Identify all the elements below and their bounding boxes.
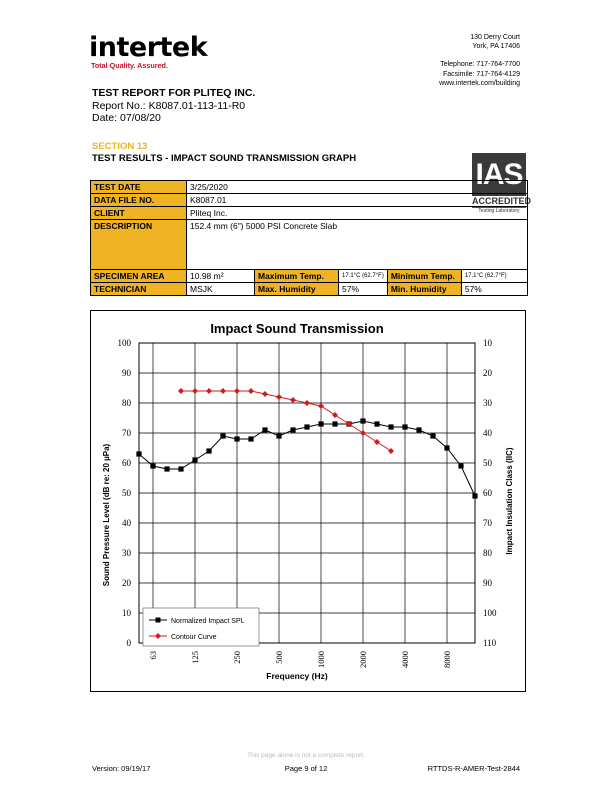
y-tick-label: 70	[122, 428, 131, 438]
data-point-spl	[458, 463, 463, 468]
x-tick-label: 4000	[400, 651, 410, 668]
y2-tick-label: 20	[483, 368, 492, 378]
series-line-0	[139, 421, 475, 496]
footer-page-number: Page 9 of 12	[284, 764, 328, 773]
y-tick-label: 0	[126, 638, 131, 648]
y-tick-label: 40	[122, 518, 131, 528]
specimen-area-value: 10.98 m²	[187, 270, 255, 283]
client-label: CLIENT	[91, 207, 187, 220]
y2-tick-label: 50	[483, 458, 492, 468]
x-tick-label: 1000	[316, 651, 326, 668]
data-point-contour	[276, 394, 282, 400]
data-point-spl	[206, 448, 211, 453]
report-header	[92, 87, 255, 125]
report-date: Date: 07/08/20	[92, 112, 161, 124]
x-tick-label: 500	[274, 651, 284, 664]
data-point-spl	[388, 424, 393, 429]
x-tick-label: 250	[232, 651, 242, 664]
y2-tick-label: 40	[483, 428, 492, 438]
y-tick-label: 10	[122, 608, 131, 618]
test-date-value: 3/25/2020	[187, 181, 528, 194]
y2-axis-label: Impact Insulation Class (IIC)	[505, 447, 514, 555]
max-temp-label: Maximum Temp.	[255, 270, 339, 283]
max-humidity-value: 57%	[339, 283, 388, 296]
y-axis-label: Sound Pressure Level (dB re: 20 µPa)	[102, 443, 111, 587]
specimen-area-label: SPECIMEN AREA	[91, 270, 187, 283]
y-tick-label: 20	[122, 578, 131, 588]
data-point-contour	[374, 439, 380, 445]
chart-legend	[143, 608, 259, 646]
y-tick-label: 60	[122, 458, 131, 468]
data-point-spl	[136, 451, 141, 456]
data-point-contour	[318, 403, 324, 409]
data-point-contour	[304, 400, 310, 406]
data-point-contour	[206, 388, 212, 394]
data-point-spl	[402, 424, 407, 429]
data-point-contour	[388, 448, 394, 454]
data-point-spl	[150, 463, 155, 468]
chart-title: Impact Sound Transmission	[210, 321, 384, 336]
data-point-contour	[192, 388, 198, 394]
facsimile: Facsimile: 717-764-4129	[442, 70, 520, 78]
telephone: Telephone: 717-764-7700	[440, 61, 520, 69]
data-point-spl	[262, 427, 267, 432]
data-point-spl	[332, 421, 337, 426]
technician-value: MSJK	[187, 283, 255, 296]
y2-tick-label: 100	[483, 608, 497, 618]
y2-tick-label: 110	[483, 638, 497, 648]
data-point-spl	[430, 433, 435, 438]
report-number: Report No.: K8087.01-113-11-R0	[92, 99, 246, 112]
table-row	[91, 270, 528, 283]
section-heading	[92, 141, 356, 165]
data-point-spl	[472, 493, 477, 498]
data-file-value: K8087.01	[187, 194, 528, 207]
y2-tick-label: 30	[483, 398, 492, 408]
ias-sub: Testing Laboratory	[478, 208, 520, 214]
data-point-contour	[290, 397, 296, 403]
logo-text: intertek	[89, 32, 208, 63]
data-point-contour	[332, 412, 338, 418]
data-point-spl	[304, 424, 309, 429]
company-address	[439, 33, 520, 88]
technician-label: TECHNICIAN	[91, 283, 187, 296]
report-title: TEST REPORT FOR PLITEQ INC.	[92, 87, 256, 99]
data-point-spl	[164, 466, 169, 471]
legend-label-spl: Normalized Impact SPL	[171, 618, 245, 625]
address-line1: 130 Derry Court	[470, 34, 520, 41]
ias-accredited: ACCREDITED	[472, 196, 532, 206]
data-point-spl	[374, 421, 379, 426]
data-point-spl	[248, 436, 253, 441]
x-tick-label: 125	[190, 651, 200, 664]
test-info-table	[90, 180, 532, 296]
client-value: Pliteq Inc.	[187, 207, 528, 220]
y2-tick-label: 90	[483, 578, 492, 588]
max-humidity-label: Max. Humidity	[255, 283, 339, 296]
impact-sound-chart	[90, 310, 526, 692]
legend-label-contour: Contour Curve	[171, 634, 217, 641]
chart-canvas	[91, 311, 527, 693]
table-row	[91, 207, 528, 220]
footer-version: Version: 09/19/17	[92, 764, 151, 773]
footer-note: This page alone is not a complete report.	[247, 752, 365, 759]
description-value: 152.4 mm (6") 5000 PSI Concrete Slab	[187, 220, 528, 270]
y2-tick-label: 80	[483, 548, 492, 558]
data-point-spl	[290, 427, 295, 432]
table-row	[91, 194, 528, 207]
data-point-spl	[444, 445, 449, 450]
data-point-contour	[220, 388, 226, 394]
data-point-spl	[178, 466, 183, 471]
footer-code: RTTDS-R-AMER-Test-2844	[427, 764, 520, 773]
y2-tick-label: 60	[483, 488, 492, 498]
data-point-spl	[192, 457, 197, 462]
data-point-contour	[360, 430, 366, 436]
data-file-label: DATA FILE NO.	[91, 194, 187, 207]
min-temp-label: Minimum Temp.	[387, 270, 461, 283]
data-point-contour	[178, 388, 184, 394]
data-point-contour	[248, 388, 254, 394]
data-point-spl	[416, 427, 421, 432]
data-point-contour	[262, 391, 268, 397]
min-temp-value: 17.1°C (62.7°F)	[461, 270, 527, 283]
website: www.intertek.com/building	[439, 79, 520, 87]
data-point-contour	[234, 388, 240, 394]
legend-marker-spl	[156, 618, 161, 623]
intertek-logo	[89, 34, 207, 70]
x-axis-label: Frequency (Hz)	[266, 671, 328, 681]
test-date-label: TEST DATE	[91, 181, 187, 194]
data-point-spl	[234, 436, 239, 441]
data-point-spl	[276, 433, 281, 438]
y-tick-label: 100	[117, 338, 131, 348]
y-tick-label: 30	[122, 548, 131, 558]
y-tick-label: 90	[122, 368, 131, 378]
section-title: TEST RESULTS - IMPACT SOUND TRANSMISSION GRAPH	[92, 153, 357, 164]
min-humidity-label: Min. Humidity	[387, 283, 461, 296]
y2-tick-label: 70	[483, 518, 492, 528]
series-line-1	[181, 391, 391, 451]
table-row	[91, 283, 528, 296]
max-temp-value: 17.1°C (62.7°F)	[339, 270, 388, 283]
address-line2: York, PA 17406	[472, 43, 520, 51]
data-point-spl	[360, 418, 365, 423]
y2-tick-label: 10	[483, 338, 492, 348]
table-row	[91, 181, 528, 194]
x-tick-label: 8000	[442, 651, 452, 668]
description-label: DESCRIPTION	[91, 220, 187, 270]
x-tick-label: 63	[148, 651, 158, 660]
logo-tagline: Total Quality. Assured.	[91, 61, 168, 70]
x-tick-label: 2000	[358, 651, 368, 668]
data-point-spl	[220, 433, 225, 438]
y-tick-label: 50	[122, 488, 131, 498]
table-row	[91, 220, 528, 270]
data-point-spl	[318, 421, 323, 426]
y-tick-label: 80	[122, 398, 131, 408]
min-humidity-value: 57%	[461, 283, 527, 296]
section-number: SECTION 13	[92, 141, 148, 152]
ias-text: IAS	[472, 153, 526, 196]
